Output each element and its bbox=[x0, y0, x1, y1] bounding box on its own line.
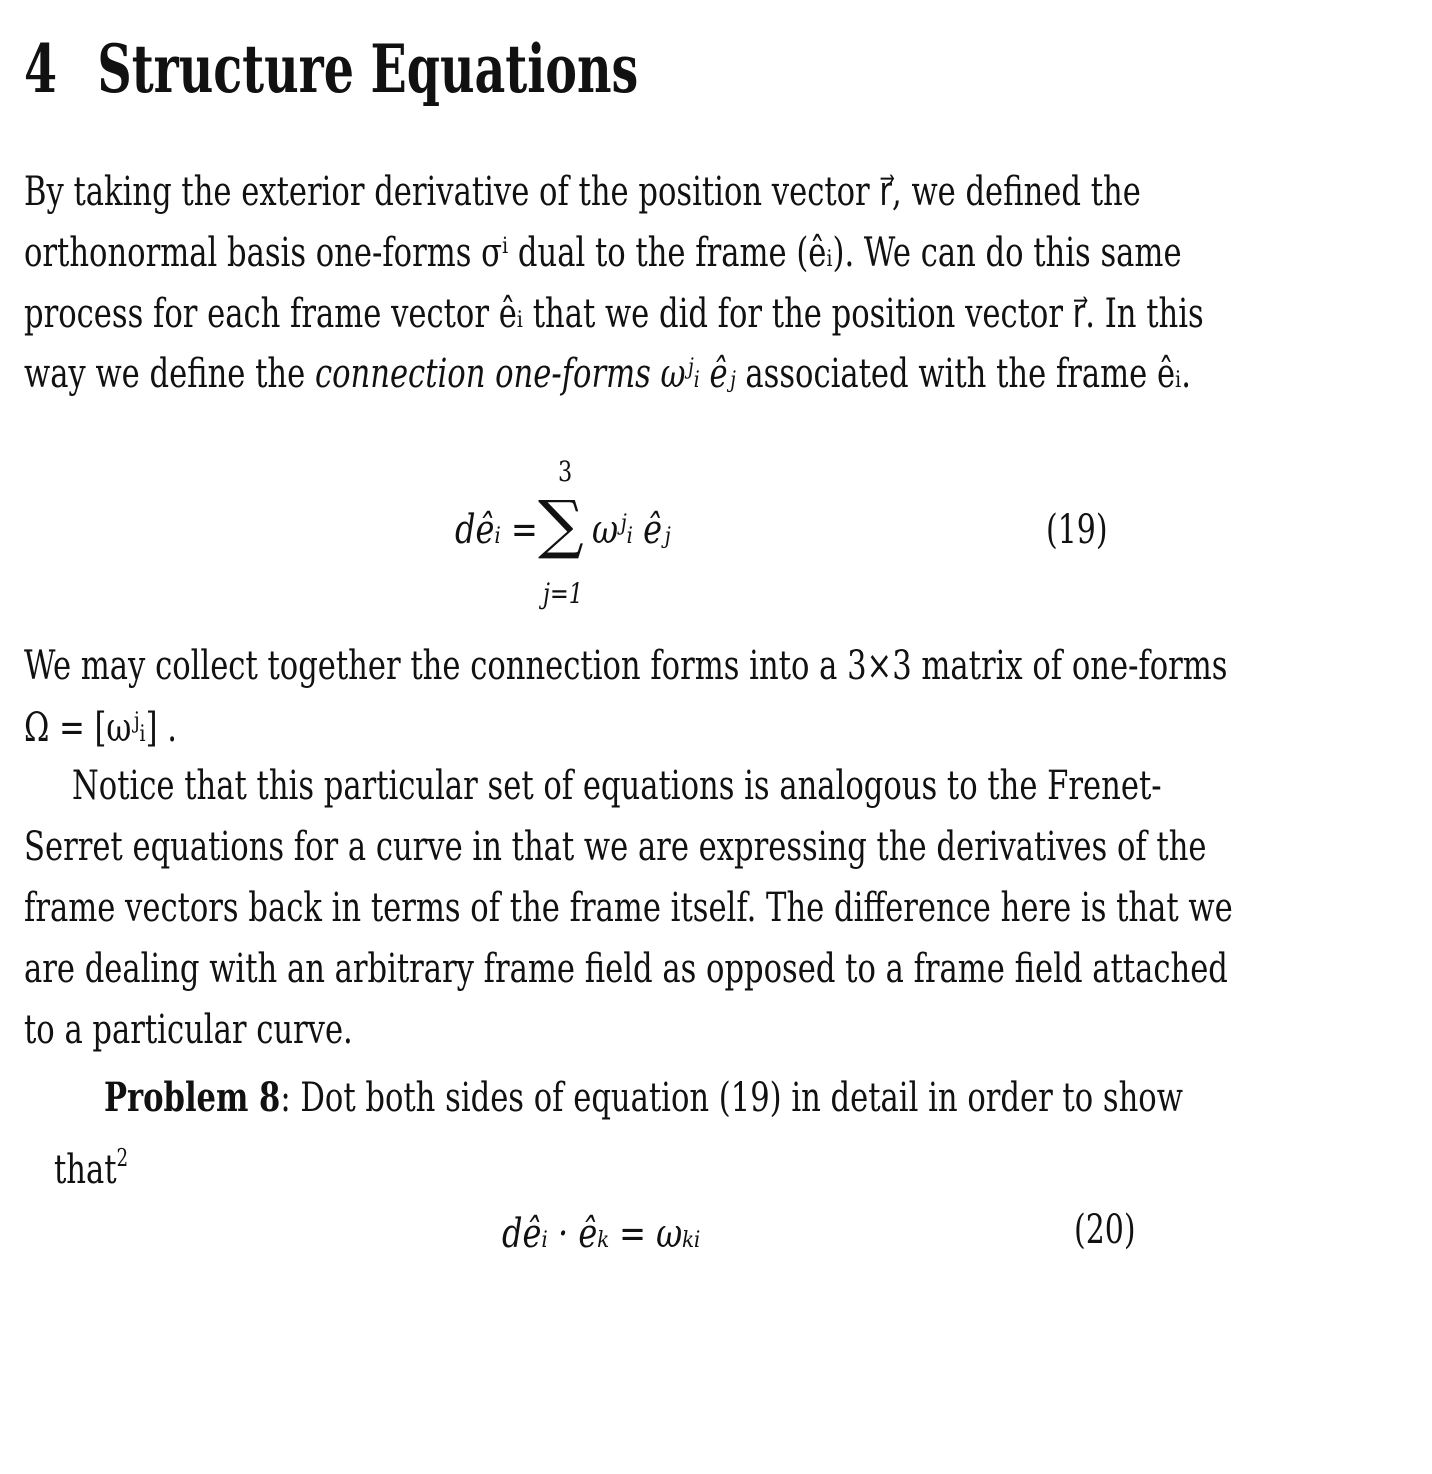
paragraph1-line3: process for each frame vector êᵢ that we did for the position vector r⃗. In this bbox=[24, 291, 1204, 337]
problem-label: Problem 8 bbox=[104, 1074, 281, 1121]
equation-19-lhs: dêᵢ = bbox=[455, 507, 538, 553]
sum-upper-limit: 3 bbox=[558, 455, 573, 488]
section-number: 4 bbox=[24, 30, 58, 108]
paragraph1-line1: By taking the exterior derivative of the position vector r⃗, we defined the bbox=[24, 169, 1141, 215]
sum-lower-limit: j=1 bbox=[543, 577, 583, 610]
problem-line1 bbox=[104, 1074, 1183, 1121]
summation-sign: ∑ bbox=[538, 488, 584, 562]
paragraph1-line4-post: associated with the frame êᵢ. bbox=[735, 351, 1191, 397]
paragraph1-line4-pre: way we define the bbox=[24, 351, 315, 397]
paragraph3-line1: Notice that this particular set of equations is analogous to the Frenet- bbox=[72, 763, 1162, 809]
paragraph3-line4: are dealing with an arbitrary frame field as opposed to a frame field attached bbox=[24, 946, 1228, 992]
paragraph3-line2: Serret equations for a curve in that we are expressing the derivatives of the bbox=[24, 824, 1207, 870]
paragraph1-line4 bbox=[24, 351, 1191, 397]
problem-line2-text: that bbox=[54, 1146, 117, 1193]
equation-19-rhs: ωʲᵢ êⱼ bbox=[592, 507, 671, 553]
paragraph3-line5: to a particular curve. bbox=[24, 1007, 353, 1053]
section-title: Structure Equations bbox=[97, 30, 639, 108]
paragraph2-line1: We may collect together the connection forms into a 3×3 matrix of one-forms bbox=[24, 643, 1228, 689]
equation-20-expression: dêᵢ · êₖ = ωₖᵢ bbox=[502, 1211, 701, 1257]
equation-20-number: (20) bbox=[1074, 1207, 1136, 1253]
paragraph3-line3: frame vectors back in terms of the frame itself. The difference here is that we bbox=[24, 885, 1233, 931]
paragraph2-line2: Ω = [ωʲᵢ] . bbox=[24, 705, 177, 751]
footnote-mark: 2 bbox=[116, 1144, 129, 1172]
equation-19-number: (19) bbox=[1046, 507, 1108, 553]
problem-text: : Dot both sides of equation (19) in detail in order to show bbox=[280, 1075, 1183, 1121]
connection-one-forms-term: connection one-forms bbox=[314, 351, 651, 397]
connection-form-expression: ωʲᵢ êⱼ bbox=[650, 351, 736, 397]
section-heading bbox=[24, 30, 638, 108]
paragraph1-line2: orthonormal basis one-forms σⁱ dual to the frame (êᵢ). We can do this same bbox=[24, 230, 1182, 276]
problem-line2 bbox=[54, 1144, 129, 1193]
